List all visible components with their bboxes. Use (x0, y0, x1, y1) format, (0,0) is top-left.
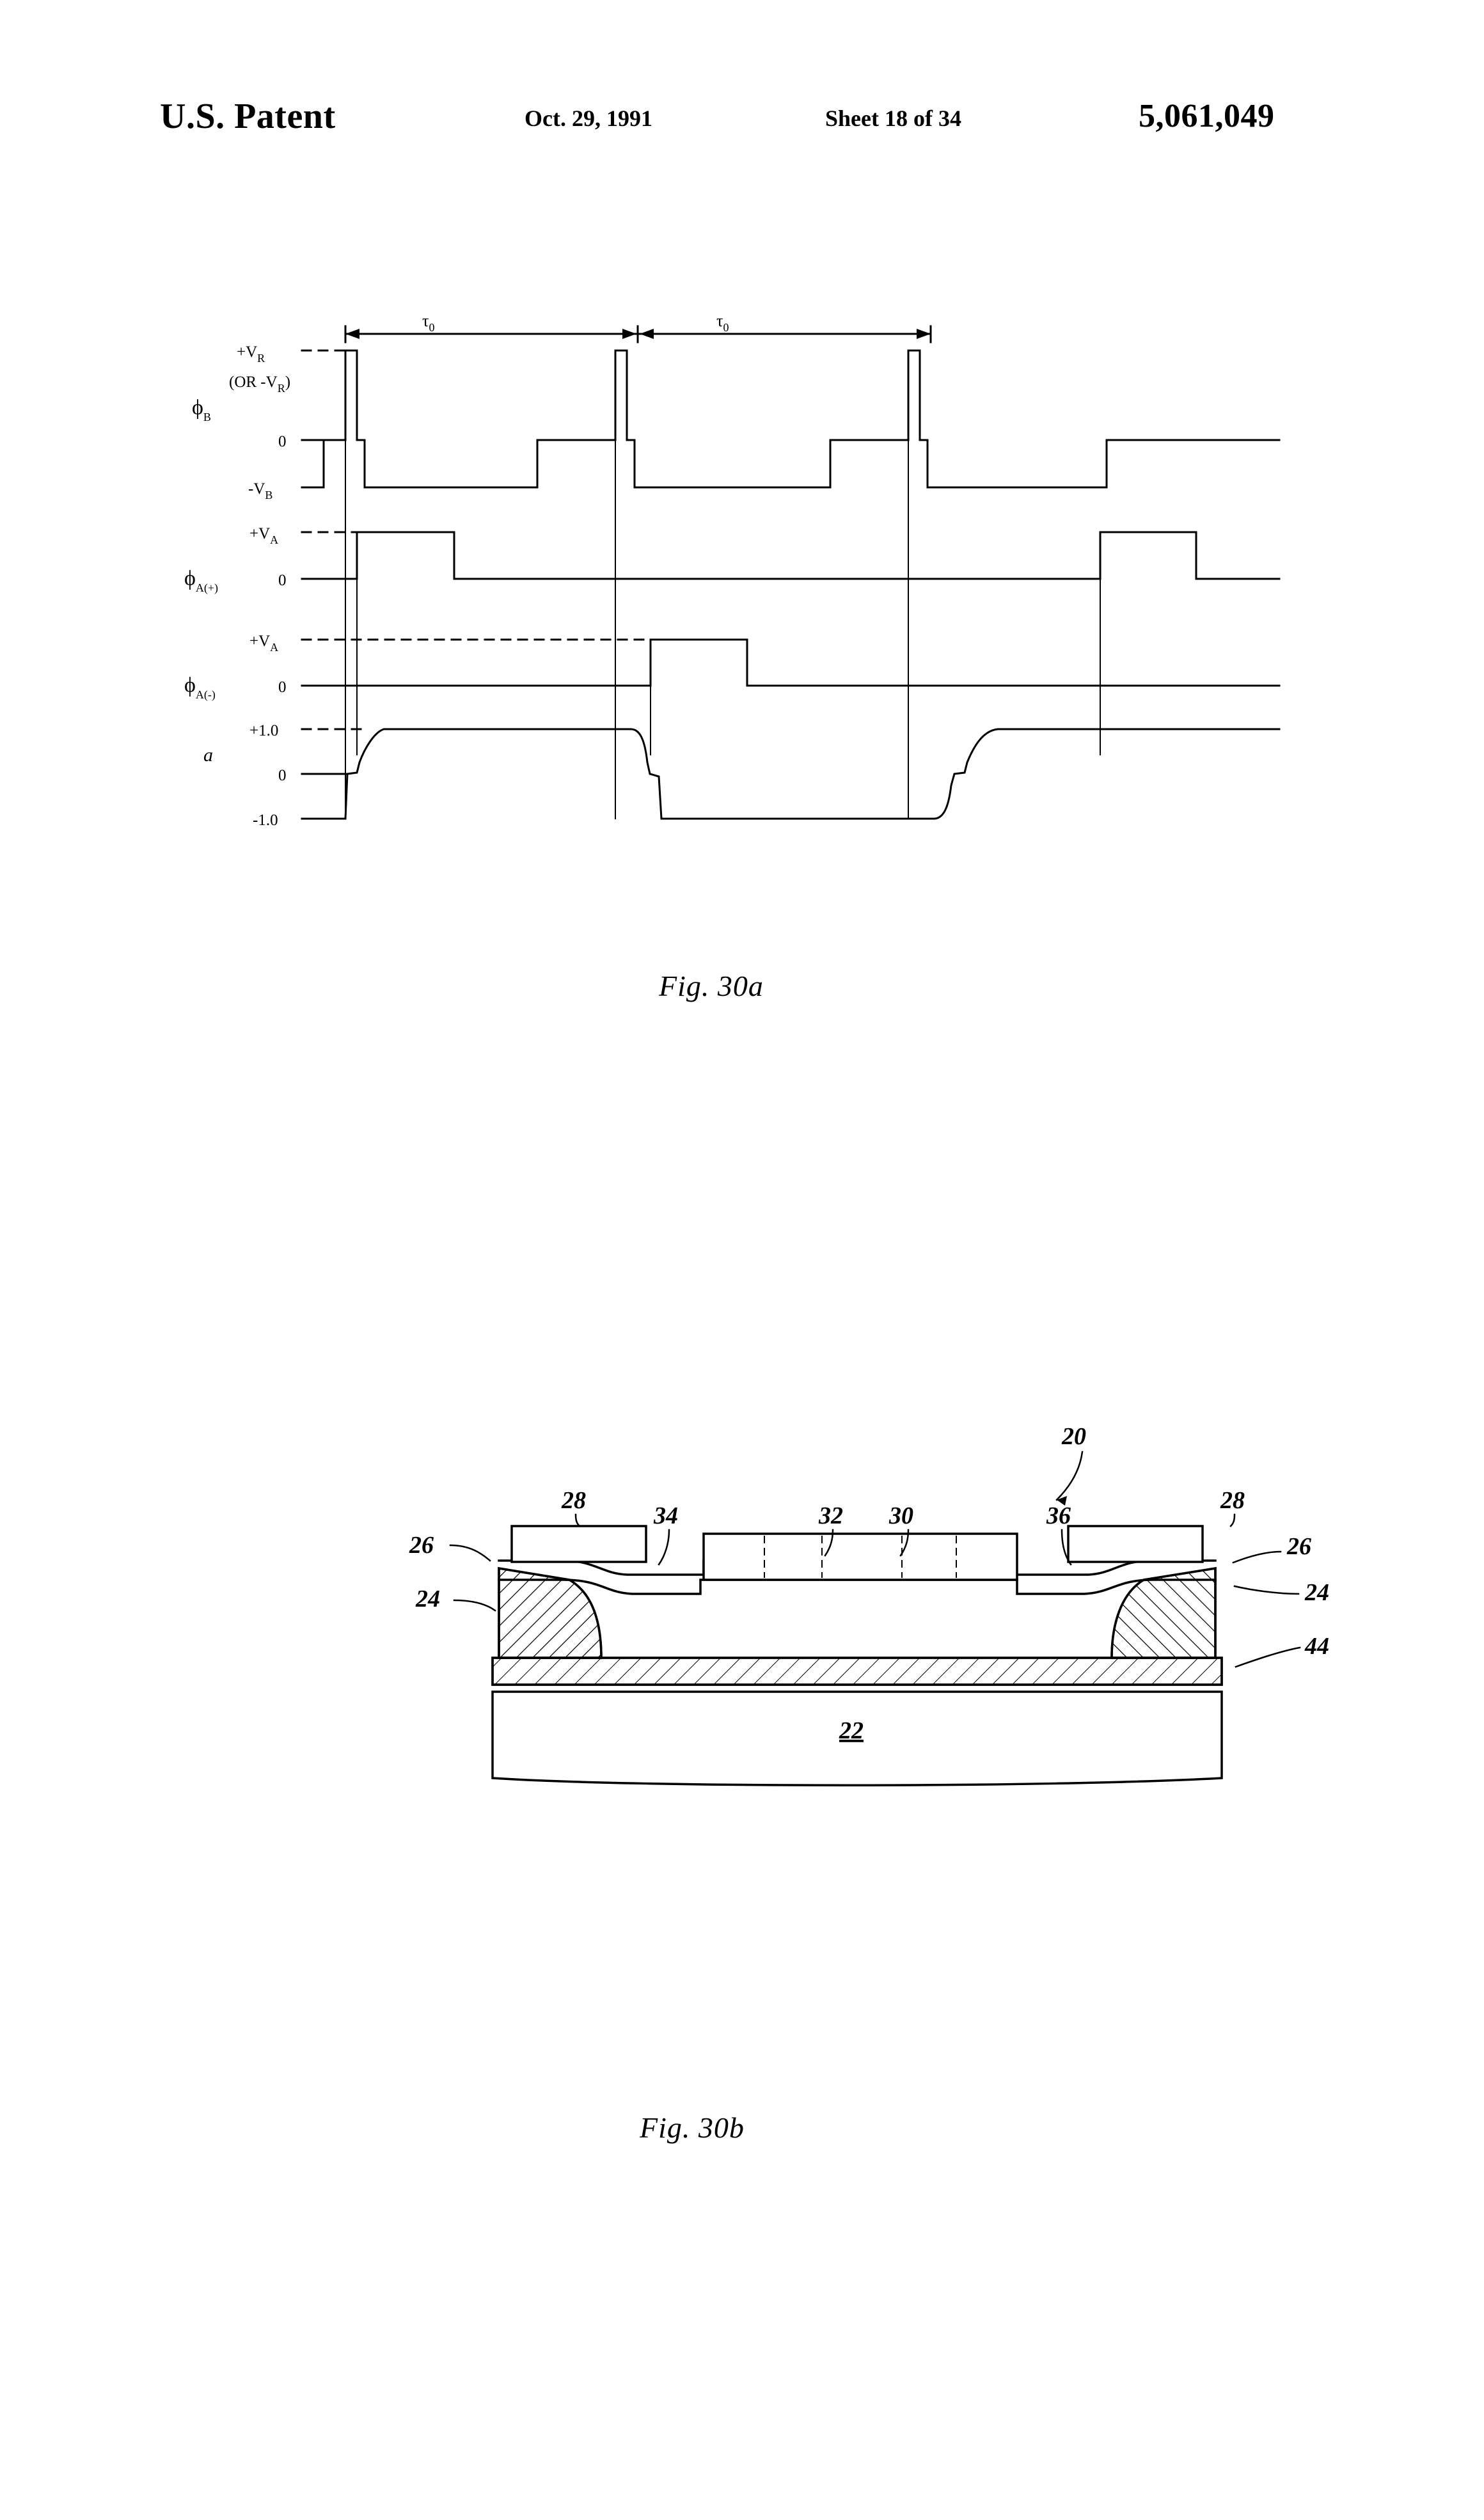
figure-30a-caption: Fig. 30a (659, 970, 764, 1002)
label-or-minus-vr: (OR $-V_R$) (229, 374, 291, 395)
label-plus-vr: $+V_R$ (237, 343, 265, 365)
ref-28-right: 28 (1220, 1487, 1245, 1514)
label-plus-va-1: $+V_A$ (249, 525, 279, 546)
patent-header (0, 96, 1484, 147)
label-plus-one: +1.0 (249, 722, 279, 739)
figure-30b-drawing (154, 1369, 1369, 2098)
label-minus-vb: $-V_B$ (248, 480, 273, 501)
ref-22: 22 (839, 1717, 864, 1744)
patent-number: 5,061,049 (1139, 98, 1275, 134)
label-a: a (203, 744, 213, 766)
label-phi-b: $\phi_B$ (192, 396, 211, 423)
ref-44: 44 (1305, 1633, 1329, 1660)
label-tau-0-left: $\tau_0$ (422, 311, 435, 334)
ref-28-left: 28 (562, 1487, 586, 1514)
label-phi-a-minus: $\phi_{A(-)}$ (184, 673, 216, 701)
ref-32: 32 (819, 1502, 843, 1529)
label-zero-phia-minus: 0 (278, 679, 287, 696)
ref-24-right: 24 (1305, 1579, 1329, 1606)
label-phi-a-plus: $\phi_{A(+)}$ (184, 567, 219, 594)
figure-30b-caption: Fig. 30b (640, 2111, 745, 2144)
figure-30a-labels (184, 311, 729, 829)
ref-26-left: 26 (409, 1532, 434, 1559)
patent-office-label: U.S. Patent (160, 97, 336, 136)
ref-26-right: 26 (1287, 1533, 1311, 1560)
ref-36: 36 (1046, 1502, 1071, 1529)
ref-34: 34 (654, 1502, 678, 1529)
figure-30a (154, 307, 1369, 1075)
ref-20: 20 (1062, 1423, 1086, 1450)
figure-30b (154, 1369, 1369, 2520)
label-zero-a: 0 (278, 767, 287, 784)
figure-30a-drawing (154, 307, 1369, 966)
label-tau-0-right: $\tau_0$ (716, 311, 729, 334)
sheet-number: Sheet 18 of 34 (825, 106, 961, 131)
label-zero-phia-plus: 0 (278, 572, 287, 589)
label-minus-one: -1.0 (253, 812, 278, 829)
patent-date: Oct. 29, 1991 (525, 106, 652, 131)
label-plus-va-2: $+V_A$ (249, 633, 279, 654)
ref-24-left: 24 (416, 1586, 440, 1612)
label-zero-phib: 0 (278, 433, 287, 450)
ref-30: 30 (889, 1502, 913, 1529)
